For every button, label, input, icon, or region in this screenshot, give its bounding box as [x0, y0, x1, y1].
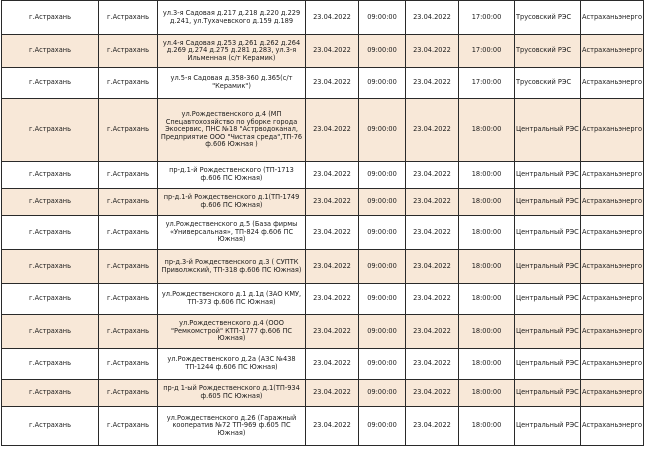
start-time-cell: 09:00:00: [359, 284, 406, 315]
address-cell: пр-д 1-ый Рождественского д.1(ТП-934 ф.605 ПС Южная): [158, 380, 306, 407]
district-cell: г.Астрахань: [99, 162, 158, 189]
end-date-cell: 23.04.2022: [406, 99, 459, 162]
table-row: [2, 407, 644, 446]
end-time-cell: 18:00:00: [459, 189, 515, 216]
address-cell: пр-д.1-й Рождественского (ТП-1713 ф.606 ПС Южная): [158, 162, 306, 189]
table-row: [2, 284, 644, 315]
district-cell: г.Астрахань: [99, 380, 158, 407]
district-cell: г.Астрахань: [99, 250, 158, 284]
district-cell: г.Астрахань: [99, 99, 158, 162]
address-cell: ул.4-я Садовая д.253 д.261 д.262 д.264 д.269 д.274 д.275 д.281 д.283, ул.3-я Ильменная (с/т Керамик): [158, 35, 306, 68]
table-row: [2, 99, 644, 162]
table-row: [2, 250, 644, 284]
end-time-cell: 18:00:00: [459, 315, 515, 349]
res-cell: Трусовский РЭС: [515, 68, 581, 99]
district-cell: г.Астрахань: [99, 189, 158, 216]
start-date-cell: 23.04.2022: [306, 1, 359, 35]
end-date-cell: 23.04.2022: [406, 284, 459, 315]
start-date-cell: 23.04.2022: [306, 380, 359, 407]
district-cell: г.Астрахань: [99, 407, 158, 446]
start-date-cell: 23.04.2022: [306, 284, 359, 315]
res-cell: Центральный РЭС: [515, 162, 581, 189]
end-time-cell: 18:00:00: [459, 284, 515, 315]
city-cell: г.Астрахань: [2, 284, 99, 315]
start-date-cell: 23.04.2022: [306, 407, 359, 446]
start-time-cell: 09:00:00: [359, 99, 406, 162]
table-row: [2, 68, 644, 99]
start-time-cell: 09:00:00: [359, 189, 406, 216]
res-cell: Центральный РЭС: [515, 380, 581, 407]
organization-cell: Астраханьэнерго: [581, 68, 644, 99]
end-date-cell: 23.04.2022: [406, 380, 459, 407]
start-date-cell: 23.04.2022: [306, 349, 359, 380]
start-date-cell: 23.04.2022: [306, 315, 359, 349]
start-date-cell: 23.04.2022: [306, 99, 359, 162]
end-time-cell: 18:00:00: [459, 99, 515, 162]
district-cell: г.Астрахань: [99, 284, 158, 315]
res-cell: Центральный РЭС: [515, 315, 581, 349]
organization-cell: Астраханьэнерго: [581, 189, 644, 216]
city-cell: г.Астрахань: [2, 216, 99, 250]
start-time-cell: 09:00:00: [359, 35, 406, 68]
end-time-cell: 18:00:00: [459, 250, 515, 284]
start-date-cell: 23.04.2022: [306, 162, 359, 189]
outage-schedule-table: [1, 0, 644, 446]
start-time-cell: 09:00:00: [359, 162, 406, 189]
end-date-cell: 23.04.2022: [406, 162, 459, 189]
organization-cell: Астраханьэнерго: [581, 315, 644, 349]
start-date-cell: 23.04.2022: [306, 189, 359, 216]
district-cell: г.Астрахань: [99, 35, 158, 68]
address-cell: ул.Рождественского д.1 д.1д (ЗАО КМУ, ТП-373 ф.606 ПС Южная): [158, 284, 306, 315]
end-date-cell: 23.04.2022: [406, 349, 459, 380]
address-cell: ул.Рождественского д.5 (База фирмы «Универсальная», ТП-824 ф.606 ПС Южная): [158, 216, 306, 250]
table-row: [2, 315, 644, 349]
organization-cell: Астраханьэнерго: [581, 380, 644, 407]
city-cell: г.Астрахань: [2, 380, 99, 407]
end-date-cell: 23.04.2022: [406, 407, 459, 446]
start-date-cell: 23.04.2022: [306, 216, 359, 250]
end-date-cell: 23.04.2022: [406, 315, 459, 349]
start-time-cell: 09:00:00: [359, 315, 406, 349]
table-row: [2, 189, 644, 216]
organization-cell: Астраханьэнерго: [581, 216, 644, 250]
organization-cell: Астраханьэнерго: [581, 250, 644, 284]
organization-cell: Астраханьэнерго: [581, 284, 644, 315]
res-cell: Центральный РЭС: [515, 349, 581, 380]
end-date-cell: 23.04.2022: [406, 1, 459, 35]
res-cell: Центральный РЭС: [515, 189, 581, 216]
city-cell: г.Астрахань: [2, 189, 99, 216]
start-time-cell: 09:00:00: [359, 1, 406, 35]
table-row: [2, 349, 644, 380]
end-date-cell: 23.04.2022: [406, 189, 459, 216]
table-row: [2, 380, 644, 407]
organization-cell: Астраханьэнерго: [581, 162, 644, 189]
city-cell: г.Астрахань: [2, 250, 99, 284]
address-cell: ул.5-я Садовая д.358-360 д.365(с/т "Керамик"): [158, 68, 306, 99]
address-cell: ул.Рождественского д.26 (Гаражный кооператив №72 ТП-969 ф.605 ПС Южная): [158, 407, 306, 446]
city-cell: г.Астрахань: [2, 35, 99, 68]
res-cell: Центральный РЭС: [515, 99, 581, 162]
start-time-cell: 09:00:00: [359, 216, 406, 250]
table-row: [2, 162, 644, 189]
district-cell: г.Астрахань: [99, 68, 158, 99]
city-cell: г.Астрахань: [2, 315, 99, 349]
district-cell: г.Астрахань: [99, 1, 158, 35]
address-cell: ул.Рождественского д.4 (МП Спецавтохозяйство по уборке города Экосервис, ПНС №18 "Астрводоканал, Предприятие ООО "Чистая среда",ТП-76 ф.606 Южная ): [158, 99, 306, 162]
res-cell: Трусовский РЭС: [515, 35, 581, 68]
address-cell: пр-д.1-й Рождественского д.1(ТП-1749 ф.606 ПС Южная): [158, 189, 306, 216]
organization-cell: Астраханьэнерго: [581, 1, 644, 35]
address-cell: ул.Рождественского д.4 (ООО "Ремкомстрой" КТП-1777 ф.606 ПС Южная): [158, 315, 306, 349]
city-cell: г.Астрахань: [2, 349, 99, 380]
end-time-cell: 18:00:00: [459, 407, 515, 446]
res-cell: Трусовский РЭС: [515, 1, 581, 35]
start-date-cell: 23.04.2022: [306, 68, 359, 99]
start-time-cell: 09:00:00: [359, 407, 406, 446]
end-time-cell: 18:00:00: [459, 380, 515, 407]
address-cell: ул.3-я Садовая д.217 д.218 д.220 д.229 д.241, ул.Тухачевского д.159 д.189: [158, 1, 306, 35]
address-cell: пр-д.3-й Рождественского д.3 ( СУПТК Приволжский, ТП-318 ф.606 ПС Южная): [158, 250, 306, 284]
end-date-cell: 23.04.2022: [406, 216, 459, 250]
end-time-cell: 17:00:00: [459, 68, 515, 99]
district-cell: г.Астрахань: [99, 216, 158, 250]
res-cell: Центральный РЭС: [515, 216, 581, 250]
city-cell: г.Астрахань: [2, 1, 99, 35]
address-cell: ул.Рождественского д.2а (АЗС №438 ТП-1244 ф.606 ПС Южная): [158, 349, 306, 380]
end-date-cell: 23.04.2022: [406, 68, 459, 99]
start-time-cell: 09:00:00: [359, 380, 406, 407]
end-time-cell: 17:00:00: [459, 1, 515, 35]
start-date-cell: 23.04.2022: [306, 250, 359, 284]
end-time-cell: 18:00:00: [459, 162, 515, 189]
table-row: [2, 1, 644, 35]
res-cell: Центральный РЭС: [515, 250, 581, 284]
end-time-cell: 18:00:00: [459, 216, 515, 250]
res-cell: Центральный РЭС: [515, 284, 581, 315]
start-time-cell: 09:00:00: [359, 250, 406, 284]
organization-cell: Астраханьэнерго: [581, 99, 644, 162]
table-row: [2, 35, 644, 68]
city-cell: г.Астрахань: [2, 162, 99, 189]
start-date-cell: 23.04.2022: [306, 35, 359, 68]
organization-cell: Астраханьэнерго: [581, 35, 644, 68]
start-time-cell: 09:00:00: [359, 68, 406, 99]
district-cell: г.Астрахань: [99, 315, 158, 349]
city-cell: г.Астрахань: [2, 99, 99, 162]
city-cell: г.Астрахань: [2, 68, 99, 99]
organization-cell: Астраханьэнерго: [581, 407, 644, 446]
city-cell: г.Астрахань: [2, 407, 99, 446]
start-time-cell: 09:00:00: [359, 349, 406, 380]
table-row: [2, 216, 644, 250]
end-date-cell: 23.04.2022: [406, 250, 459, 284]
end-time-cell: 18:00:00: [459, 349, 515, 380]
end-time-cell: 17:00:00: [459, 35, 515, 68]
end-date-cell: 23.04.2022: [406, 35, 459, 68]
organization-cell: Астраханьэнерго: [581, 349, 644, 380]
res-cell: Центральный РЭС: [515, 407, 581, 446]
district-cell: г.Астрахань: [99, 349, 158, 380]
